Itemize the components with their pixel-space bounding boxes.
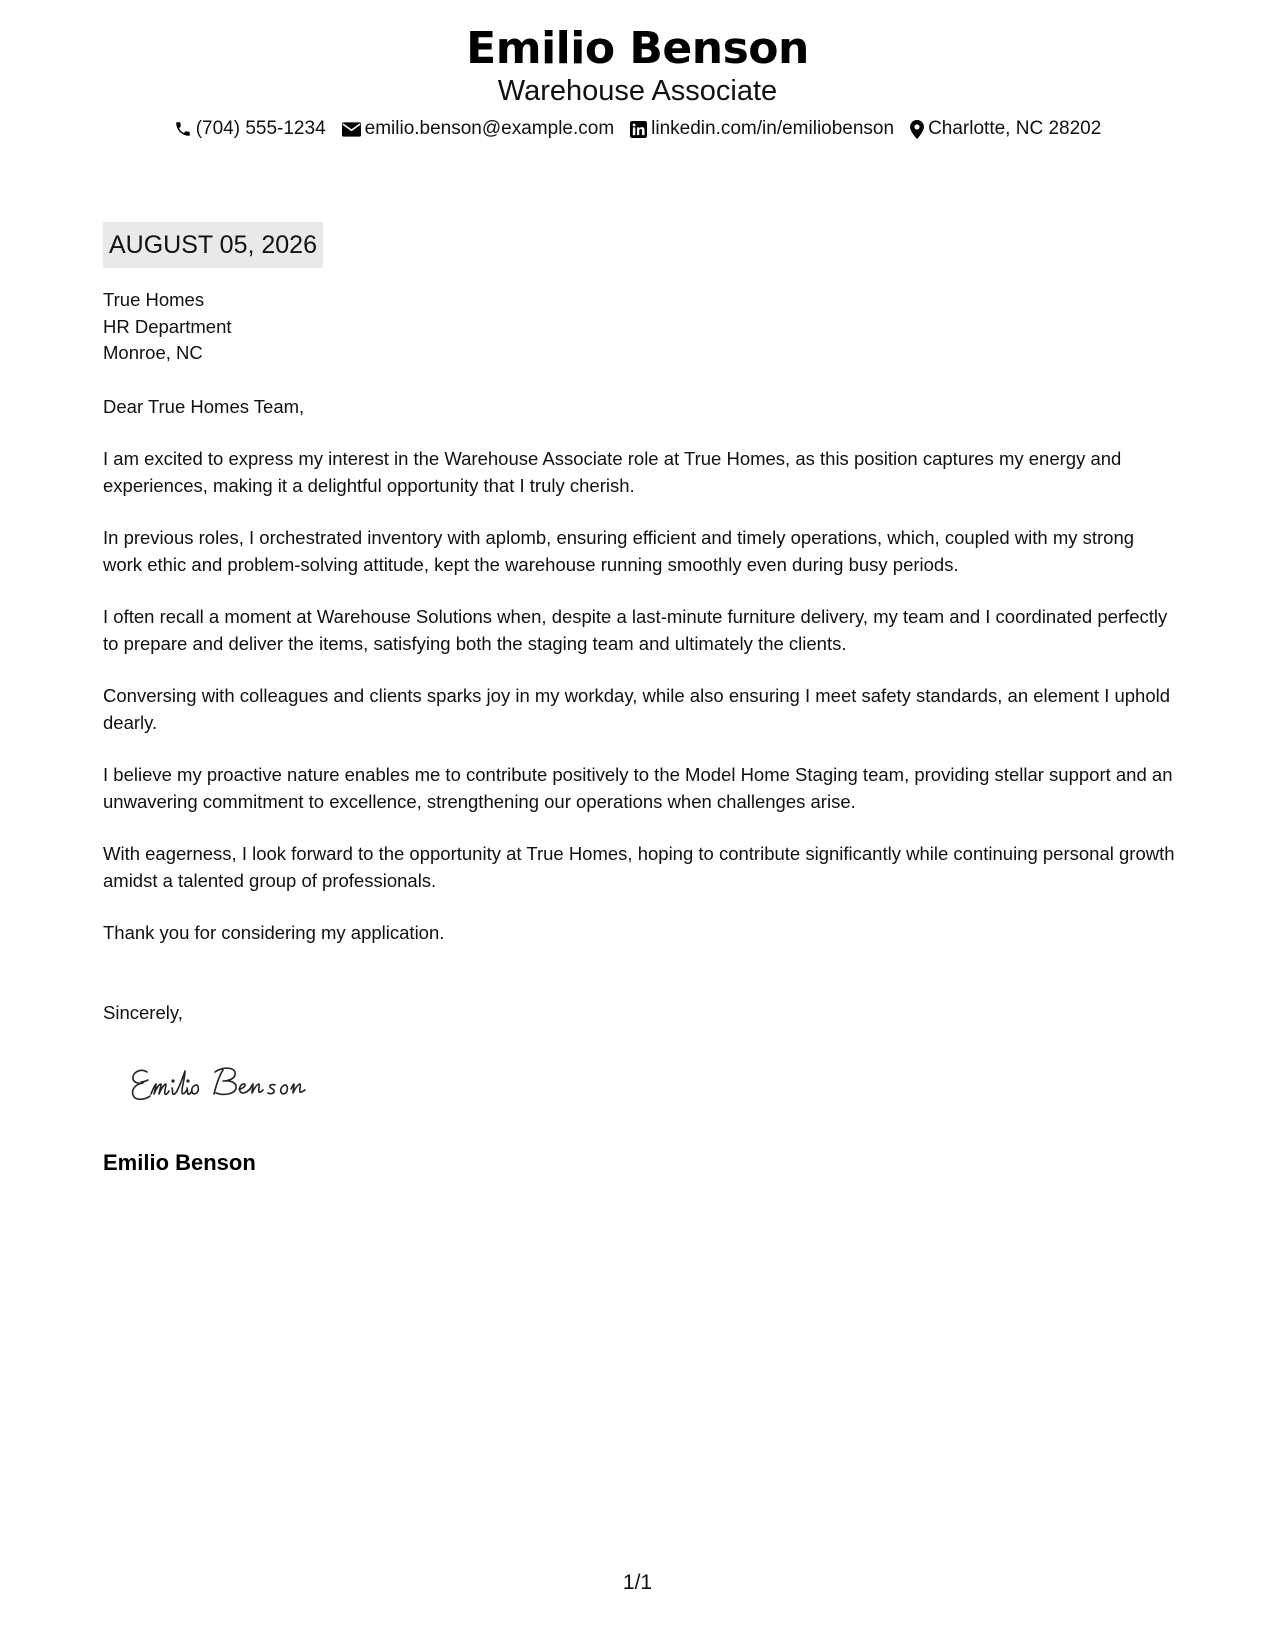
contact-email[interactable] [342,116,615,142]
letter-header [0,22,1275,142]
job-title: Warehouse Associate [497,75,778,107]
paragraph: I believe my proactive nature enables me to contribute positively to the Model Home Staging team, providing stellar support and an unwavering commitment to excellence, strengthening our operations when challenges arise. [103,764,1173,812]
recipient-company: True Homes [103,289,205,310]
recipient-block [103,287,1178,367]
phone-text: (704) 555-1234 [195,118,326,139]
linkedin-icon [630,121,647,138]
letter-date: AUGUST 05, 2026 [103,222,323,268]
letter-body [103,287,1178,1026]
applicant-name: Emilio Benson [466,23,809,74]
linkedin-text: linkedin.com/in/emiliobenson [651,118,895,139]
contact-bar [0,116,1275,142]
map-pin-icon [910,120,924,139]
recipient-city: Monroe, NC [103,342,203,363]
paragraph: In previous roles, I orchestrated inventory with aplomb, ensuring efficient and timely operations, which, coupled with my strong work ethic and problem-solving attitude, kept the warehouse running smoothly even during busy periods. [103,527,1135,575]
paragraph: I often recall a moment at Warehouse Solutions when, despite a last-minute furniture delivery, my team and I coordinated perfectly to prepare and deliver the items, satisfying both the staging team and ultimately the clients. [103,606,1168,654]
envelope-icon [342,122,361,137]
paragraph: Conversing with colleagues and clients sparks joy in my workday, while also ensuring I meet safety standards, an element I uphold dearly. [103,685,1171,733]
closing-line: Thank you for considering my application. [103,922,445,943]
contact-phone [174,116,326,142]
printed-name: Emilio Benson [103,1150,256,1175]
paragraph: With eagerness, I look forward to the opportunity at True Homes, hoping to contribute significantly while continuing personal growth amidst a talented group of professionals. [103,843,1175,891]
greeting: Dear True Homes Team, [103,395,305,417]
page-number: 1/1 [622,1571,653,1594]
signoff: Sincerely, [103,1001,183,1023]
paragraph: I am excited to express my interest in the Warehouse Associate role at True Homes, as this position captures my energy and experiences, making it a delightful opportunity that I truly cherish. [103,448,1122,496]
email-text: emilio.benson@example.com [364,118,615,139]
contact-location [910,116,1101,142]
recipient-department: HR Department [103,315,232,337]
contact-linkedin[interactable] [630,116,894,142]
location-text: Charlotte, NC 28202 [928,118,1102,139]
phone-icon [174,120,192,138]
handwritten-signature [125,1058,355,1108]
